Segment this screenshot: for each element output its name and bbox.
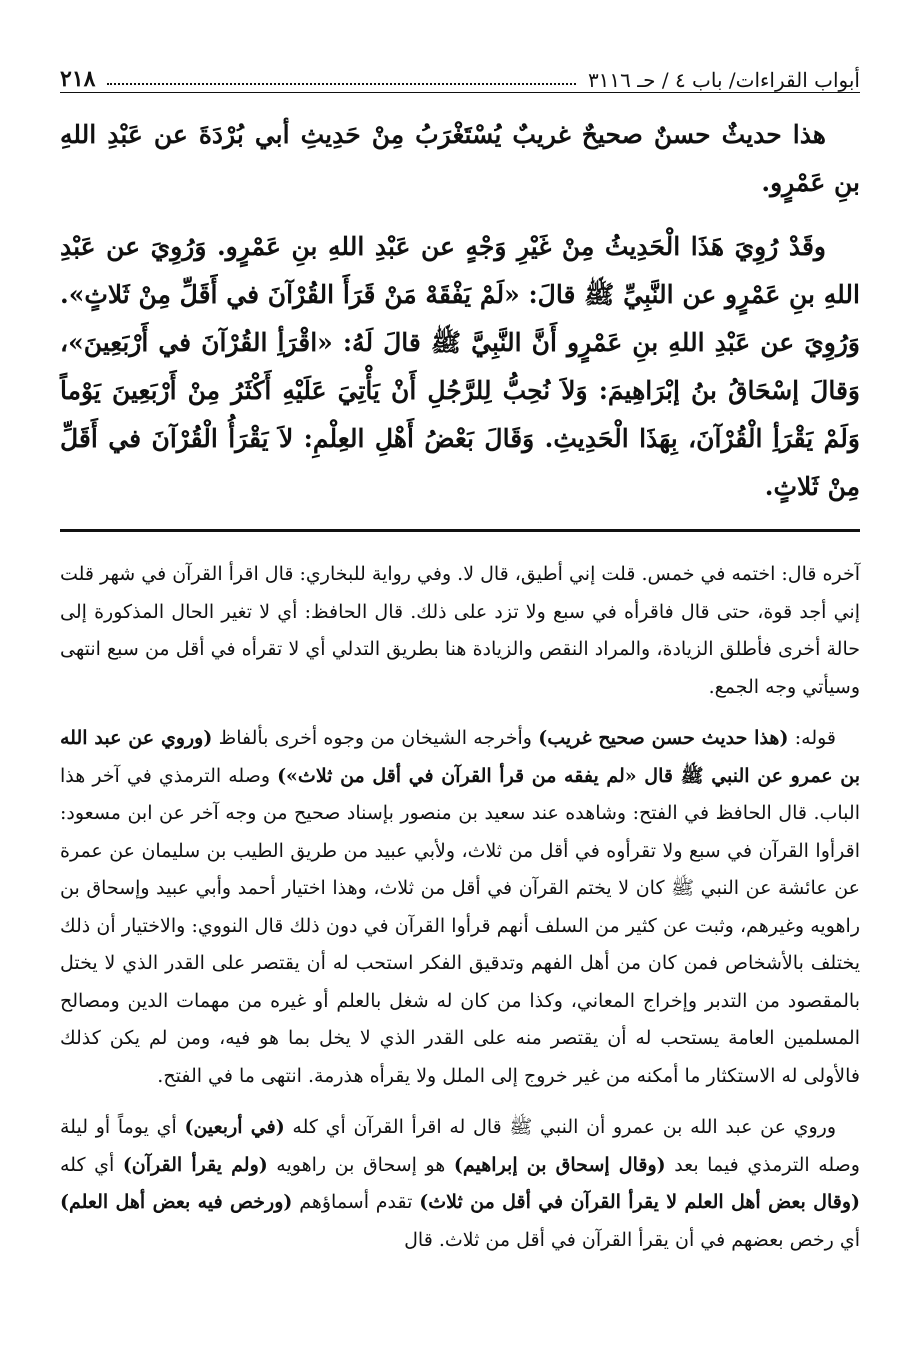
quoted-text: (في أربعين) (184, 1116, 285, 1138)
commentary-section (60, 556, 860, 1259)
commentary-text: وأخرجه الشيخان من وجوه أخرى بألفاظ (212, 727, 539, 749)
commentary-text: تقدم أسماؤهم (292, 1191, 420, 1213)
commentary-text: أي كله (60, 1153, 123, 1176)
commentary-paragraph-1: آخره قال: اختمه في خمس. قلت إني أطيق، قال لا. وفي رواية للبخاري: قال اقرأ القرآن في شهر قلت إني أجد قوة، حتى قال فاقرأه في سبع ولا تزد على ذلك. قال الحافظ: أي لا تغير الحال المذكورة إلى حالة أخرى فأطلق الزيادة، والمراد النقص والزيادة هنا بطريق التدلي أي لا تقرأه في أقل من سبع انتهى وسيأتي وجه الجمع. (59, 563, 860, 698)
commentary-paragraph-3 (60, 1109, 860, 1259)
header-dotted-leader (107, 82, 575, 85)
commentary-text: أي يوماً أو ليلة وصله الترمذي فيما بعد (60, 1116, 860, 1176)
quoted-text: (وقال إسحاق بن إبراهيم) (453, 1153, 666, 1176)
commentary-separator (60, 529, 860, 532)
quoted-text: (ولم يقرأ القرآن) (122, 1153, 268, 1176)
quoted-text: (وروي عن عبد الله بن عمرو عن النبي ﷺ قال «لم يفقه من قرأ القرآن في أقل من ثلاث») (60, 727, 860, 787)
quoted-text: (هذا حديث حسن صحيح غريب) (538, 727, 789, 749)
book-page (60, 50, 860, 1273)
commentary-text: أي رخص بعضهم في أن يقرأ القرآن في أقل من ثلاث. قال (404, 1228, 860, 1251)
quoted-text: (وقال بعض أهل العلم لا يقرأ القرآن في أقل من ثلاث) (419, 1191, 861, 1213)
page-header (60, 50, 860, 93)
chapter-title: أبواب القراءات/ باب ٤ / حـ ٣١١٦ (587, 68, 860, 92)
commentary-text: هو إسحاق بن راهويه (267, 1153, 454, 1176)
hadith-main-text (60, 111, 860, 511)
main-paragraph-2: وقَدْ رُوِيَ هَذَا الْحَدِيثُ مِنْ غَيْرِ وَجْهٍ عن عَبْدِ اللهِ بنِ عَمْرٍو. وَرُوِيَ عن عَبْدِ اللهِ بنِ عَمْرٍو عن النَّبِيِّ ﷺ قالَ: «لَمْ يَفْقَهْ مَنْ قَرَأَ القُرْآنَ في أَقَلِّ مِنْ ثَلاثٍ». وَرُوِيَ عن عَبْدِ اللهِ بنِ عَمْرٍو أَنَّ النَّبِيَّ ﷺ قالَ لَهُ: «اقْرَأِ القُرْآنَ في أَرْبَعِينَ»، وَقالَ إسْحَاقُ بنُ إبْرَاهِيمَ: وَلاَ نُحِبُّ لِلرَّجُلِ أَنْ يَأْتِيَ عَلَيْهِ أَكْثَرُ مِنْ أَرْبَعِينَ يَوْماً وَلَمْ يَقْرَأِ الْقُرْآنَ، بِهَذَا الْحَدِيثِ. وَقَالَ بَعْضُ أَهْلِ العِلْمِ: لاَ يَقْرَأُ الْقُرْآنَ في أَقَلِّ مِنْ ثَلاثٍ. (60, 232, 860, 501)
commentary-text: وصله الترمذي في آخر هذا الباب. قال الحافظ في الفتح: وشاهده عند سعيد بن منصور بإسناد صحيح من وجه آخر عن ابن مسعود: اقرأوا القرآن في سبع ولا تقرأوه في أقل من ثلاث، ولأبي عبيد من طريق الطيب بن سليمان عن عمرة عن عائشة عن النبي ﷺ كان لا يختم القرآن في أقل من ثلاث، وهذا اختيار أحمد وأبي عبيد وإسحاق بن راهويه وغيرهم، وثبت عن كثير من السلف أنهم قرأوا القرآن في دون ذلك قال النووي: والاختيار أن ذلك يختلف بالأشخاص فمن كان من أهل الفهم وتدقيق الفكر استحب له أن يقتصر على القدر الذي لا يختل بالمقصود من التدبر وإخراج المعاني، وكذا من كان له شغل بالعلم أو غيره من مهمات الدين ومصالح المسلمين العامة يستحب له أن يقتصر منه على القدر الذي لا يخل بما هو فيه، ومن لم يكن كذلك فالأولى له الاستكثار ما أمكنه من غير خروج إلى الملل ولا يقرأه هذرمة. انتهى ما في الفتح. (60, 764, 860, 1087)
commentary-paragraph-2 (60, 720, 860, 1095)
quoted-text: (ورخص فيه بعض أهل العلم) (60, 1191, 293, 1213)
main-paragraph-1: هذا حديثٌ حسنٌ صحيحٌ غريبٌ يُسْتَغْرَبُ مِنْ حَدِيثِ أبي بُرْدَةَ عن عَبْدِ اللهِ بنِ عَمْرٍو. (60, 120, 860, 197)
commentary-text: قوله: (788, 727, 837, 749)
commentary-text: وروي عن عبد الله بن عمرو أن النبي ﷺ قال له اقرأ القرآن أي كله (284, 1116, 836, 1138)
page-number: ٢١٨ (60, 66, 96, 92)
